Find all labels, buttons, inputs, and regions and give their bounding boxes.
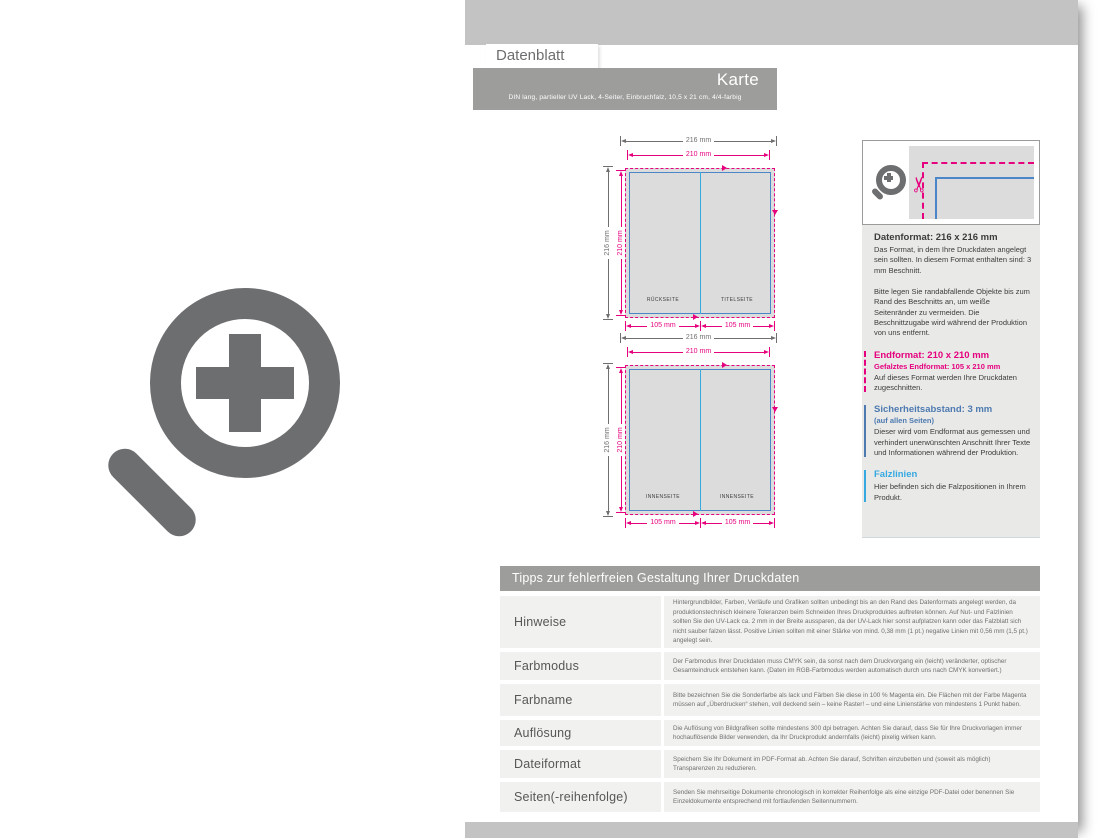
dimension-endformat-width: 210 mm (627, 150, 770, 160)
section-body: Bitte legen Sie randabfallende Objekte bis zum Rand des Beschnitts an, um weiße Seitenränder zu vermeiden. Die Beschnittzugabe wird während der Produktion von uns entfernt. (874, 287, 1030, 338)
section-endformat (874, 350, 1032, 394)
fold-mark-icon (772, 210, 778, 215)
page-subtitle: DIN lang, partieller UV Lack, 4-Seiter, Einbruchfalz, 10,5 x 21 cm, 4/4-farbig (508, 94, 742, 101)
fold-mark-icon (722, 165, 727, 171)
datasheet-page (465, 0, 1078, 838)
section-body: Hier befinden sich die Falzpositionen in Ihrem Produkt. (874, 482, 1026, 502)
section-subheading: (auf allen Seiten) (874, 416, 935, 426)
cut-line (922, 162, 1034, 164)
dimension-half-left: 105 mm (625, 518, 701, 528)
section-heading: Datenformat: 216 x 216 mm (874, 232, 998, 243)
section-datenformat (874, 232, 1032, 276)
datenblatt-tab: Datenblatt (486, 44, 598, 68)
fold-line (700, 172, 701, 314)
section-heading: Endformat: 210 x 210 mm (874, 349, 990, 361)
tips-row-text (664, 684, 1040, 716)
section-beschnitt-hinweis (874, 287, 1032, 339)
fold-mark-icon (693, 511, 698, 517)
panel-text (862, 230, 1040, 514)
card-outline (625, 365, 775, 515)
panel-label-front: TITELSEITE (720, 297, 754, 303)
tips-row-text (664, 596, 1040, 648)
tips-header: Tipps zur fehlerfreien Gestaltung Ihrer Druckdaten (500, 566, 1040, 591)
page-title: Karte (716, 70, 759, 89)
dimension-endformat-height: 210 mm (616, 367, 626, 513)
page-bottom-band (465, 822, 1078, 838)
tips-row-text-content: Hintergrundbilder, Farben, Verläufe und Grafiken sollten unbedingt bis an den Rand des Datenformats angelegt werden, da produktionstechnisch kleinere Toleranzen beim Schneiden Ihres Druckproduktes auftreten können. Auf Nut- und Falzlinien sollten Sie den UV-Lack ca. 2 mm in der Breite aussparen, da der UV-Lack hier sonst aufplatzen kann oder das Falzblatt sich nicht sauber falzen lässt. Positive Linien sollten mit einer Stärke von mind. 0,38 mm (1 pt.) negative Linien mit 0,56 mm (1,5 pt.) angelegt sein. (673, 599, 1028, 645)
tips-row-text (664, 652, 1040, 680)
dimension-half-left: 105 mm (625, 321, 701, 331)
dimension-datenformat-height: 216 mm (603, 166, 613, 320)
dimension-datenformat-width: 216 mm (620, 333, 777, 343)
zoom-in-icon[interactable] (0, 0, 465, 838)
magnifier-icon (871, 163, 911, 207)
diagram-inner-pages (525, 330, 781, 540)
safety-margin-line (935, 177, 937, 219)
tips-row-label: Hinweise (500, 596, 661, 648)
page-top-band (465, 0, 1078, 45)
tips-row-label: Dateiformat (500, 750, 661, 778)
section-heading: Sicherheitsabstand: 3 mm (874, 404, 993, 416)
tips-row-text (664, 750, 1040, 778)
tips-row-label: Auflösung (500, 720, 661, 746)
tips-row-text-content: Der Farbmodus Ihrer Druckdaten muss CMYK sein, da sonst nach dem Druckvorgang ein (leicht) veränderter, optischer Gesamteindruck entstehen kann. (Daten im RGB-Farbmodus werden automatisch durch uns nach CMYK konvertiert.) (673, 657, 1007, 674)
tips-row-text-content: Die Auflösung von Bildgrafiken sollte mindestens 300 dpi betragen. Achten Sie darauf, dass Sie für Ihre Druckvorlagen immer hochauflösende Bilder verwenden, da Ihr Druckprodukt andernfalls (leicht) pixelig wirken kann. (673, 724, 1022, 741)
panel-label-back: RÜCKSEITE (646, 297, 680, 303)
dimension-datenformat-width: 216 mm (620, 136, 777, 146)
tips-row-label: Seiten(-reihenfolge) (500, 782, 661, 812)
dimension-half-right: 105 mm (700, 518, 775, 528)
section-subheading: Gefalztes Endformat: 105 x 210 mm (874, 361, 1001, 371)
plus-icon (229, 334, 261, 432)
fold-line (700, 369, 701, 511)
tips-row-text-content: Bitte bezeichnen Sie die Sonderfarbe als lack und Färben Sie diese in 100 % Magenta ein. Die Flächen mit der Farbe Magenta müssen auf „Überdrucken“ stehen, voll deckend sein – keine Raster! – und eine Linienstärke von mindestens 1 Punkt haben. (673, 691, 1027, 708)
fold-mark-icon (693, 314, 698, 320)
tips-row-text-content: Senden Sie mehrseitige Dokumente chronologisch in korrekter Reihenfolge als eine einzige PDF-Datei oder benennen Sie Einzeldokumente entsprechend mit fortlaufenden Seitennummern. (673, 788, 1015, 805)
diagram-outer-pages (525, 133, 781, 343)
dimension-endformat-width: 210 mm (627, 347, 770, 357)
dimension-datenformat-height: 216 mm (603, 363, 613, 517)
section-body: Das Format, in dem Ihre Druckdaten angelegt sein sollten. In diesem Format enthalten sind: 3 mm Beschnitt. (874, 245, 1032, 275)
tips-row-text (664, 720, 1040, 746)
section-heading: Falzlinien (874, 469, 918, 481)
section-falzlinien (874, 469, 1032, 503)
tips-row-text (664, 782, 1040, 812)
tips-row-label: Farbmodus (500, 652, 661, 680)
format-info-panel (862, 140, 1040, 538)
section-sicherheitsabstand (874, 404, 1032, 458)
title-bar (473, 68, 777, 110)
card-outline (625, 168, 775, 318)
dimension-endformat-height: 210 mm (616, 170, 626, 316)
panel-label-inside-right: INNENSEITE (719, 494, 754, 500)
fold-mark-icon (722, 362, 727, 368)
scissors-icon: ✂ (908, 175, 932, 194)
tips-row-text-content: Speichern Sie Ihr Dokument im PDF-Format ab. Achten Sie darauf, Schriften einzubetten und (soweit als möglich) Transparenzen zu reduzieren. (673, 755, 991, 772)
corner-detail-box (862, 140, 1040, 225)
corner-detail-drawing (909, 146, 1034, 219)
tips-row-label: Farbname (500, 684, 661, 716)
section-body: Dieser wird vom Endformat aus gemessen und verhindert unerwünschten Anschnitt Ihrer Texte und Informationen während der Produktion. (874, 427, 1031, 458)
dimension-half-right: 105 mm (700, 321, 775, 331)
safety-margin-line (935, 177, 1034, 179)
panel-label-inside-left: INNENSEITE (645, 494, 680, 500)
section-body: Auf dieses Format werden Ihre Druckdaten zugeschnitten. (874, 372, 1017, 393)
fold-mark-icon (772, 407, 778, 412)
